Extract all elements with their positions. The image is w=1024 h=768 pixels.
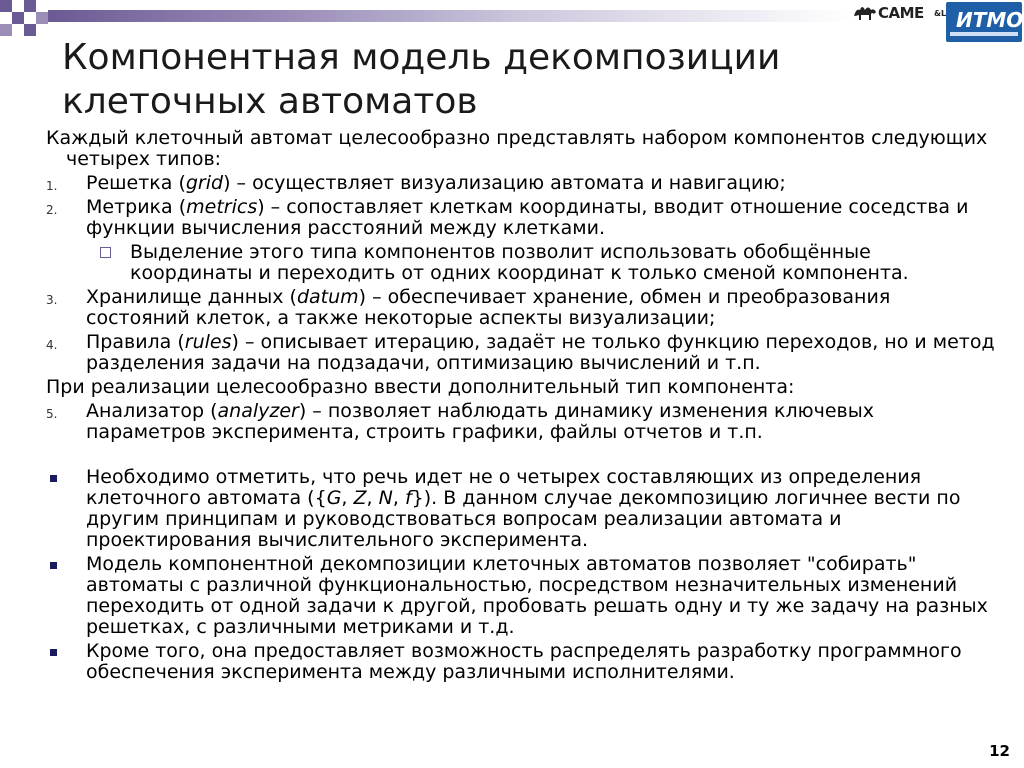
item-text-pre: Хранилище данных ( xyxy=(86,286,297,308)
bullet-text: Необходимо отметить, что речь идет не о четырех составляющих из определения клеточного автомата ({ xyxy=(86,466,922,509)
item-text-pre: Правила ( xyxy=(86,331,185,353)
intro-paragraph: Каждый клеточный автомат целесообразно представлять набором компонентов следующих четырех типов: xyxy=(46,127,988,170)
itmo-logo-text: ИТМО xyxy=(956,8,1024,32)
bullet-text: Кроме того, она предоставляет возможность распределять разработку программного обеспечения эксперимента между различными исполнителями. xyxy=(86,640,962,683)
item-term: grid xyxy=(185,172,224,194)
bullet-item-distribution xyxy=(46,641,996,683)
symbol-z: Z xyxy=(353,487,367,509)
slide-body xyxy=(46,128,996,683)
camel-logo-suffix: &L xyxy=(934,9,947,18)
item-term: analyzer xyxy=(217,400,299,422)
square-bullet-icon xyxy=(50,475,57,482)
sub-item-text: Выделение этого типа компонентов позволит использовать обобщённые координаты и переходить от одних координат к только сменой компонента. xyxy=(130,241,909,284)
list-item-metrics xyxy=(46,197,996,239)
list-item-analyzer xyxy=(46,401,996,443)
symbol-n: N xyxy=(378,487,393,509)
item-text-post: ) – позволяет наблюдать динамику изменения ключевых параметров эксперимента, строить графики, файлы отчетов и т.п. xyxy=(86,400,874,443)
title-line-2: клеточных автоматов xyxy=(62,81,478,122)
list-item-rules xyxy=(46,332,996,374)
item-text-pre: Анализатор ( xyxy=(86,400,218,422)
bullet-text: }). В данном случае декомпозицию логичнее вести по другим принципам и руководствоваться вопросам реализации автомата и проектирования вычислительного эксперимента. xyxy=(86,487,961,551)
item-term: datum xyxy=(296,286,359,308)
slide-title xyxy=(62,36,962,124)
symbol-f: f xyxy=(404,487,412,509)
spacer xyxy=(46,443,996,464)
bullet-item-model xyxy=(46,554,996,638)
list-number: 5. xyxy=(46,407,58,421)
item-text-pre: Метрика ( xyxy=(86,196,187,218)
separator: , xyxy=(392,487,405,509)
item-text-post: ) – сопоставляет клеткам координаты, вводит отношение соседства и функции вычисления расстояний между клетками. xyxy=(86,196,969,239)
list-number: 2. xyxy=(46,203,58,217)
square-bullet-icon xyxy=(50,562,57,569)
camel-icon xyxy=(852,2,878,22)
separator: , xyxy=(366,487,379,509)
separator: , xyxy=(341,487,354,509)
item-text-post: ) – обеспечивает хранение, обмен и преобразования состояний клеток, а также некоторые аспекты визуализации; xyxy=(86,286,891,329)
item-text-post: ) – описывает итерацию, задаёт не только функцию переходов, но и метод разделения задачи на подзадачи, оптимизацию вычислений и т.п. xyxy=(86,331,995,374)
item-text-pre: Решетка ( xyxy=(86,172,186,194)
sub-item-metrics-note xyxy=(46,242,996,284)
item-term: metrics xyxy=(186,196,258,218)
camel-logo xyxy=(852,2,947,22)
bullet-text: Модель компонентной декомпозиции клеточных автоматов позволяет "собирать" автоматы с различной функциональностью, посредством незначительных изменений переходить от одной задачи к другой, пробовать решать одну и ту же задачу на разных решетках, с различными метриками и т.д. xyxy=(86,553,988,638)
list-number: 1. xyxy=(46,179,58,193)
bullet-item-note xyxy=(46,467,996,551)
list-item-grid xyxy=(46,173,996,194)
page-number: 12 xyxy=(989,742,1010,760)
camel-logo-text: CAME xyxy=(878,4,924,22)
header-gradient-bar xyxy=(48,10,854,22)
item-term: rules xyxy=(184,331,232,353)
list-number: 4. xyxy=(46,338,58,352)
hollow-square-bullet-icon xyxy=(100,247,111,258)
item-text-post: ) – осуществляет визуализацию автомата и навигацию; xyxy=(223,172,786,194)
corner-checker-decoration xyxy=(0,0,56,44)
title-line-1: Компонентная модель декомпозиции xyxy=(62,37,781,78)
symbol-g: G xyxy=(326,487,342,509)
list-item-datum xyxy=(46,287,996,329)
list-number: 3. xyxy=(46,293,58,307)
square-bullet-icon xyxy=(50,649,57,656)
extra-intro-paragraph: При реализации целесообразно ввести дополнительный тип компонента: xyxy=(46,376,795,398)
